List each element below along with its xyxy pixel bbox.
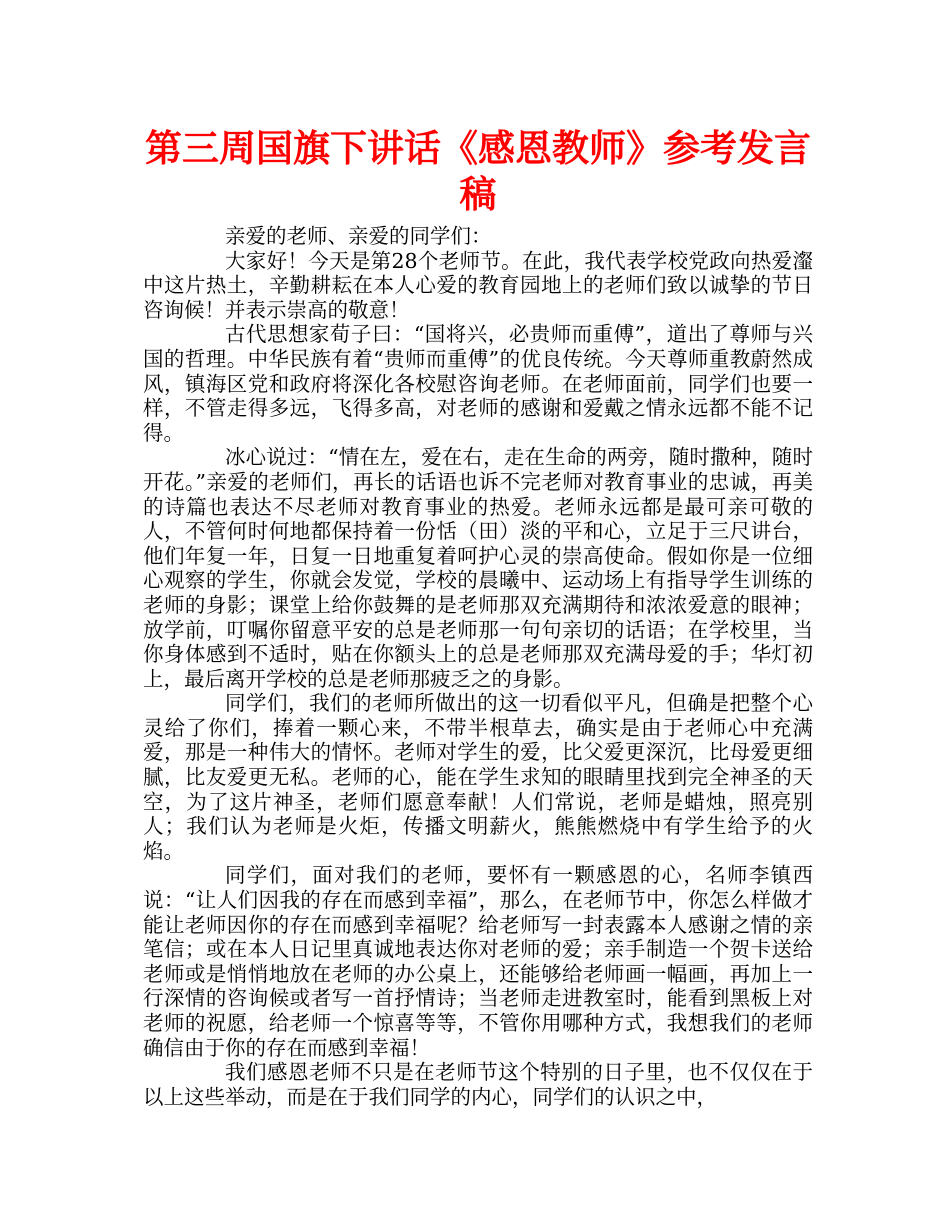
document-title: 第三周国旗下讲话《感恩教师》参考发言稿 bbox=[145, 127, 811, 216]
paragraph: 古代思想家荀子曰：“国将兴，必贵师而重傅”，道出了尊师与兴国的哲理。中华民族有着“贵师而重傅”的优良传统。今天尊师重教蔚然成风，镇海区党和政府将深化各校慰咨询老师。在老师面前，同学们也要一样，不管走得多远，飞得多高，对老师的感谢和爱戴之情永远都不能不记得。 bbox=[143, 322, 813, 445]
document-page bbox=[143, 120, 813, 1109]
paragraph: 同学们，我们的老师所做出的这一切看似平凡，但确是把整个心灵给了你们，捧着一颗心来，不带半根草去，确实是由于老师心中充满爱，那是一种伟大的情怀。老师对学生的爱，比父爱更深沉，比母爱更细腻，比友爱更无私。老师的心，能在学生求知的眼睛里找到完全神圣的天空，为了这片神圣，老师们愿意奉献！人们常说，老师是蜡烛，照亮别人；我们认为老师是火炬，传播文明薪火，熊熊燃烧中有学生给予的火焰。 bbox=[143, 691, 813, 863]
paragraph: 同学们，面对我们的老师，要怀有一颗感恩的心，名师李镇西说：“让人们因我的存在而感到幸福”，那么，在老师节中，你怎么样做才能让老师因你的存在而感到幸福呢？给老师写一封表露本人感谢之情的亲笔信；或在本人日记里真诚地表达你对老师的爱；亲手制造一个贺卡送给老师或是悄悄地放在老师的办公桌上，还能够给老师画一幅画，再加上一行深情的咨询候或者写一首抒情诗；当老师走进教室时，能看到黑板上对老师的祝愿，给老师一个惊喜等等，不管你用哪种方式，我想我们的老师确信由于你的存在而感到幸福！ bbox=[143, 863, 813, 1060]
paragraph: 我们感恩老师不只是在老师节这个特别的日子里，也不仅仅在于以上这些举动，而是在于我们同学的内心，同学们的认识之中， bbox=[143, 1060, 813, 1109]
paragraph: 冰心说过：“情在左，爱在右，走在生命的两旁，随时撒种，随时开花。”亲爱的老师们，再长的话语也诉不完老师对教育事业的忠诚，再美的诗篇也表达不尽老师对教育事业的热爱。老师永远都是最可亲可敬的人，不管何时何地都保持着一份恬（田）淡的平和心，立足于三尺讲台，他们年复一年，日复一日地重复着呵护心灵的崇高使命。假如你是一位细心观察的学生，你就会发觉，学校的晨曦中、运动场上有指导学生训练的老师的身影；课堂上给你鼓舞的是老师那双充满期待和浓浓爱意的眼神；放学前，叮嘱你留意平安的总是老师那一句句亲切的话语；在学校里，当你身体感到不适时，贴在你额头上的总是老师那双充满母爱的手；华灯初上，最后离开学校的总是老师那疲乏之的身影。 bbox=[143, 445, 813, 691]
salutation: 亲爱的老师、亲爱的同学们： bbox=[225, 224, 492, 248]
document-body bbox=[143, 224, 813, 1109]
paragraph: 大家好！今天是第28个老师节。在此，我代表学校党政向热爱瀣中这片热土，辛勤耕耘在本人心爱的教育园地上的老师们致以诚挚的节日咨询候！并表示崇高的敬意！ bbox=[143, 248, 813, 322]
